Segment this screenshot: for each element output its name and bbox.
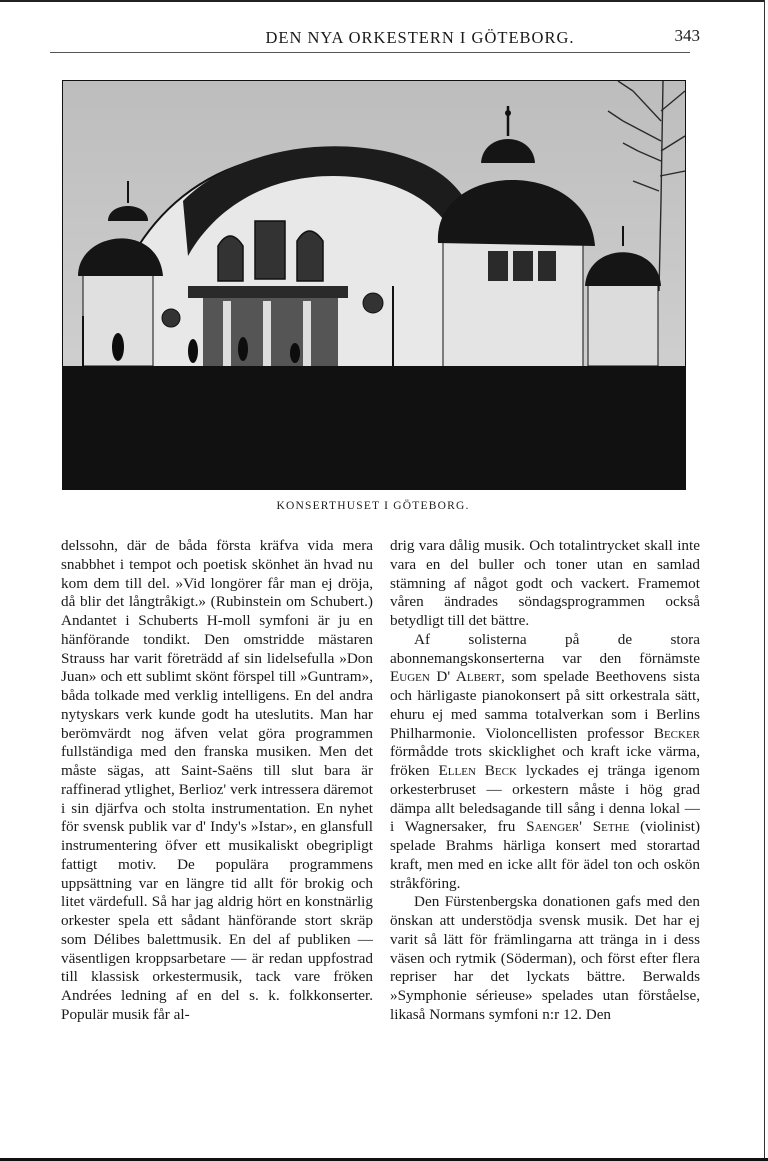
right-column	[390, 537, 700, 1025]
text-run: förmådde trots skicklighet och kraft icke värma, fröken	[390, 743, 700, 779]
left-column	[61, 537, 373, 1025]
right-paragraph-3: Den Fürstenbergska donationen gafs med den önskan att understödja svensk musik. Det har ej varit så lätt för främlingarna att tränga in i dess väsen och rytmik (Söderman), och först efter flera repriser har det lyckats bättre. Berwalds »Symphonie sérieuse» spelades utan förståelse, likaså Normans symfoni n:r 12. Den	[390, 893, 700, 1023]
running-title: DEN NYA ORKESTERN I GÖTEBORG.	[265, 28, 575, 47]
text-run: , som spelade Beethovens sista och härligaste pianokonsert på sitt orkestrala sätt, ehuru ej med samma totalverkan som i Berlins Philharmonie. Violoncellisten professor	[390, 668, 700, 742]
running-head	[50, 26, 700, 53]
right-paragraph-1: drig vara dålig musik. Och totalintrycket skall inte vara en del buller och toner utan en samlad stämning af något godt och vackert. Framemot våren ändrades söndagsprogrammen också betydligt till det bättre.	[390, 537, 700, 629]
soloist-name: Saenger' Sethe	[526, 818, 630, 836]
porch-roof	[188, 286, 348, 298]
text-run: (violinist) spelade Brahms härliga konsert med storartad kraft, men med en icke allt för ädel ton och oskön stråkföring.	[390, 818, 701, 892]
scan-edge-top	[0, 0, 768, 2]
scan-edge-right	[764, 0, 768, 1161]
text-run: lyckades ej tränga igenom orkesterbruset — orkestern måste i hög grad dämpa allt beledsagande till sång i denna lokal — i Wagnersaker, fru	[390, 762, 700, 836]
side-pavilion	[588, 276, 658, 366]
ground	[63, 366, 685, 489]
soloist-name: Becker	[653, 724, 700, 742]
left-paragraph-1: delssohn, där de båda första kräfva vida mera snabbhet i tempot och poetisk skönhet än hvad nu kom dem till del. »Vid longörer får man ej dröja, då blir det långtråkigt.» (Rubinstein om Schubert.) Andantet i Schuberts H-moll symfoni är ju en hänförande tondikt. Den omstridde mästaren Strauss har varit företrädd af sin lidelsefulla »Don Juan» och ett sublimt skönt förspel till »Guntram», båda tolkade med verklig intelligens. En del andra nytyskars verk kunde godt ha uteslutits. Man har berömvärdt nog äfven velat göra programmen fullständiga med den franska musiken. Men det måste sägas, att Saint-Saëns till slut bara är raffinerad ytlighet, Berlioz' verk intressera däremot i sin djärfva och stolta instrumentation. En nyhet för svensk publik var d' Indy's »Istar», en glansfull instrumentering öfver ett musikaliskt obegripligt fattigt motiv. De populära programmens uppsättning var en längre tid allt för brokig och litet värdefull. Så har jag aldrig hört en konstnärlig orkester spela ett sådant hänförande stort skräp som Délibes balettmusik. En del af publiken — väsentligen kroppsarbetare — är redan uppfostrad till klassisk orkestermusik, tack vare fröken Andrées ledning af en del s. k. folkkonserter. Populär musik får al-	[61, 537, 373, 1023]
soloist-name: Ellen Beck	[438, 762, 517, 779]
right-paragraph-2	[390, 631, 700, 894]
page-number: 343	[674, 26, 700, 45]
soloist-name: Eugen D' Albert	[390, 668, 502, 686]
concert-hall-photo	[62, 80, 686, 490]
text-run: Af solisterna på de stora abonnemangskonserterna var den förnämste	[390, 630, 700, 667]
figure-caption: KONSERTHUSET I GÖTEBORG.	[276, 500, 470, 512]
